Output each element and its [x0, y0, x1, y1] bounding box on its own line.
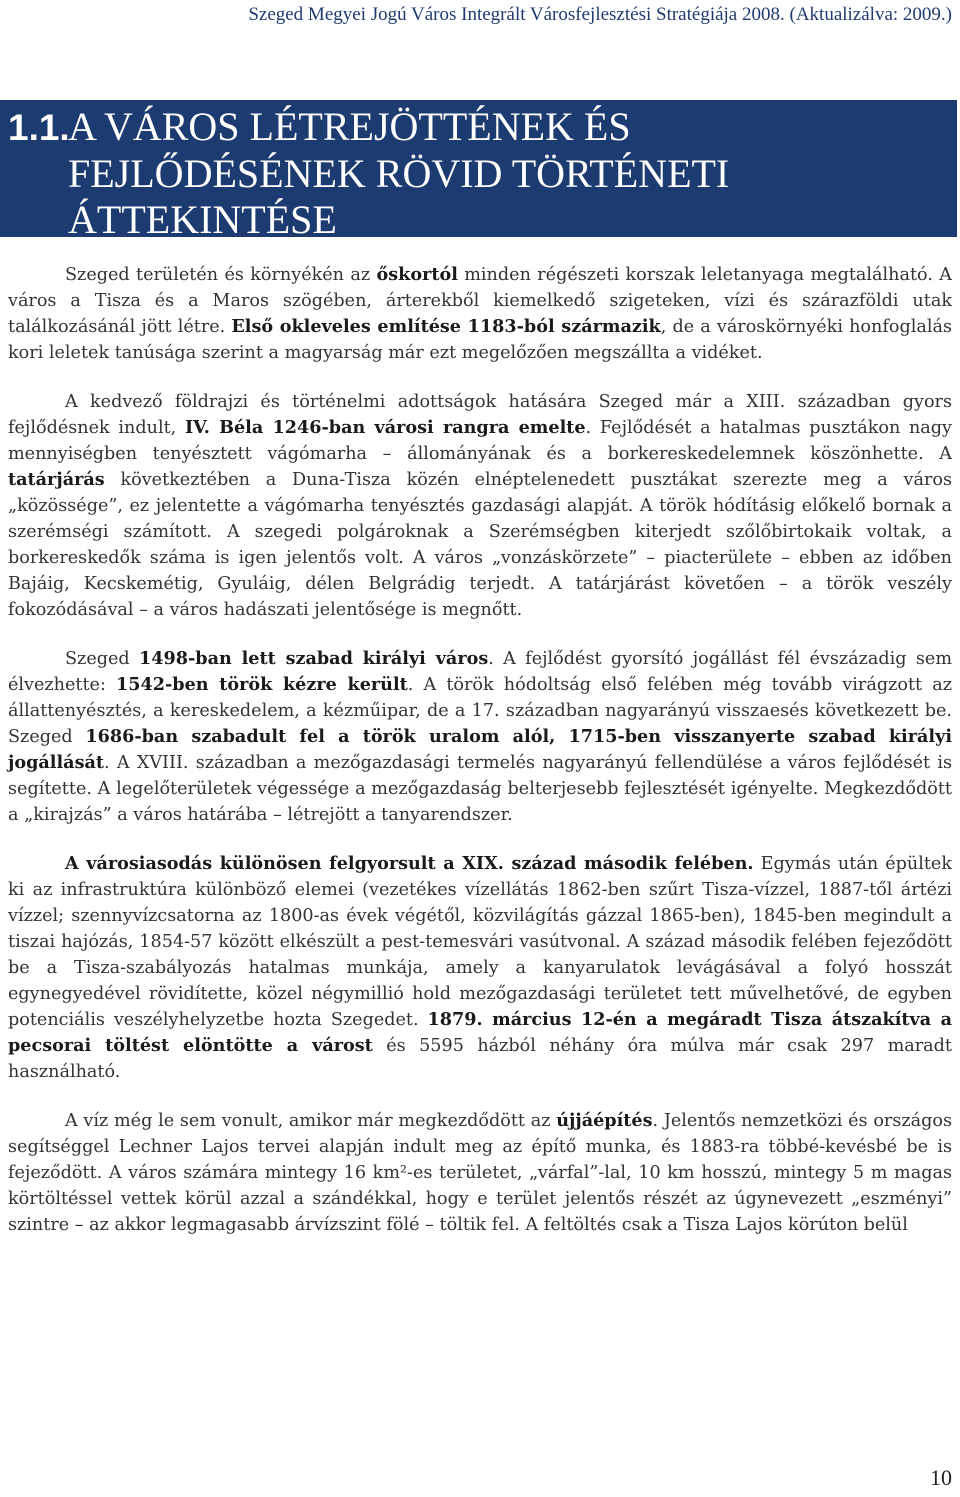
bold-run: 1686-ban szabadult fel a török uralom alól, 1715-ben visszanyerte szabad királyi jogállását [8, 726, 953, 773]
bold-run: Első okleveles említése 1183-ból származik [231, 316, 661, 337]
bold-run: tatárjárás [8, 469, 105, 490]
text-run: következtében a Duna-Tisza közén elnéptelenedett pusztákat szerezte meg a város „közössége”, ez jelentette a vágómarha tenyésztés gazdasági alapját. A török hódításig előkelő bornak a szerémségi számított. A szegedi polgároknak a Szerémségben kiterjedt szőlőbirtokaik voltak, a borkereskedők száma is igen jelentős volt. A város „vonzáskörzete” – piacterülete – ebben az időben Bajáig, Kecskemétig, Gyuláig, délen Belgrádig terjedt. A tatárjárást követően – a török veszély fokozódásával – a város hadászati jelentősége is megnőtt. [8, 470, 952, 620]
paragraph-4 [8, 851, 952, 1085]
paragraph-1 [8, 262, 952, 366]
text-run: A kedvező földrajzi és történelmi adottságok hatására Szeged már a XIII. században gyors fejlődésnek indult, [8, 392, 952, 438]
section-title-line-3: ÁTTEKINTÉSE [68, 197, 337, 242]
section-title-band [0, 100, 957, 242]
bold-run: 1879. március 12-én a megáradt Tisza átszakítva a pecsorai töltést elöntötte a várost [8, 1009, 953, 1056]
running-header: Szeged Megyei Jogú Város Integrált Városfejlesztési Stratégiája 2008. (Aktualizálva: 2009.) [248, 4, 952, 25]
text-run: Szeged [65, 649, 139, 669]
page-number: 10 [930, 1465, 952, 1490]
bold-run: újjáépítés [556, 1110, 653, 1131]
paragraph-2 [8, 389, 952, 623]
section-title-line-1: A VÁROS LÉTREJÖTTÉNEK ÉS [68, 104, 631, 149]
paragraph-5 [8, 1108, 952, 1238]
bold-run: 1498-ban lett szabad királyi város [139, 648, 489, 669]
bold-run: IV. Béla 1246-ban városi rangra emelte [184, 417, 586, 438]
text-run: . Jelentős nemzetközi és országos segítséggel Lechner Lajos tervei alapján indult meg az építő munka, és 1883-ra többé-kevésbé be is fejeződött. A város számára mintegy 16 km²-es területet, „várfal”-lal, 10 km hosszú, mintegy 5 m magas körtöltéssel vettek körül azzal a szándékkal, hogy e terület jelentős részét az úgynevezett „eszményi” szintre – az akkor legmagasabb árvízszint fölé – töltik fel. A feltöltés csak a Tisza Lajos körúton belül [8, 1111, 952, 1235]
body-text [8, 262, 952, 1238]
text-run: , de a városkörnyéki honfoglalás kori leletek tanúsága szerint a magyarság már ezt megelőzően megszállta a vidéket. [8, 317, 952, 363]
text-run: minden régészeti korszak leletanyaga megtalálható. A város a Tisza és a Maros szögében, árterekből kiemelkedő szigeteken, vízi és szárazföldi utak találkozásánál jött létre. [8, 265, 952, 337]
paragraph-3 [8, 646, 952, 828]
text-run: . Fejlődését a hatalmas pusztákon nagy mennyiségben tenyésztett vágómarha – állományának és a borkereskedelemnek köszönhette. A [8, 418, 952, 464]
text-run: és 5595 házból néhány óra múlva már csak 297 maradt használható. [8, 1036, 952, 1082]
section-title [0, 100, 957, 243]
text-run: . A XVIII. században a mezőgazdasági termelés nagyarányú fellendülése a város fejlődését is segítette. A legelőterületek végessége a mezőgazdaság belterjesebb fejlesztését igényelte. Megkezdődött a „kirajzás” a város határába – létrejött a tanyarendszer. [8, 753, 952, 825]
text-run: . A török hódoltság első felében még tovább virágzott az állattenyésztés, a kereskedelem, a kézműipar, de a 17. században nagyarányú visszaesés következett be. Szeged [8, 675, 952, 747]
section-title-line-2: FEJLŐDÉSÉNEK RÖVID TÖRTÉNETI [68, 151, 730, 196]
bold-run: 1542-ben török kézre került [116, 674, 408, 695]
bold-run: őskortól [376, 264, 458, 285]
text-run: Egymás után épültek ki az infrastruktúra különböző elemei (vezetékes vízellátás 1862-ben szűrt Tisza-vízzel, 1887-től ártézi vízzel; szennyvízcsatorna az 1800-as évek végétől, közvilágítás gázzal 1865-ben), 1845-ben megindult a tiszai hajózás, 1854-57 között elkészült a pest-temesvári vasútvonal. A század második felében fejeződött be a Tisza-szabályozás hatalmas munkája, amely a kanyarulatok levágásával a folyó hosszát egynegyedével rövidítette, közel négymillió hold mezőgazdasági területet tett művelhetővé, de egyben potenciális veszélyhelyzetbe hozta Szegedet. [8, 854, 952, 1030]
section-number: 1.1. [8, 107, 70, 148]
text-run: Szeged területén és környékén az [65, 265, 377, 285]
text-run: . A fejlődést gyorsító jogállást fél évszázadig sem élvezhette: [8, 649, 953, 695]
text-run: A víz még le sem vonult, amikor már megkezdődött az [65, 1111, 557, 1131]
bold-run: A városiasodás különösen felgyorsult a XIX. század második felében. [65, 853, 754, 874]
